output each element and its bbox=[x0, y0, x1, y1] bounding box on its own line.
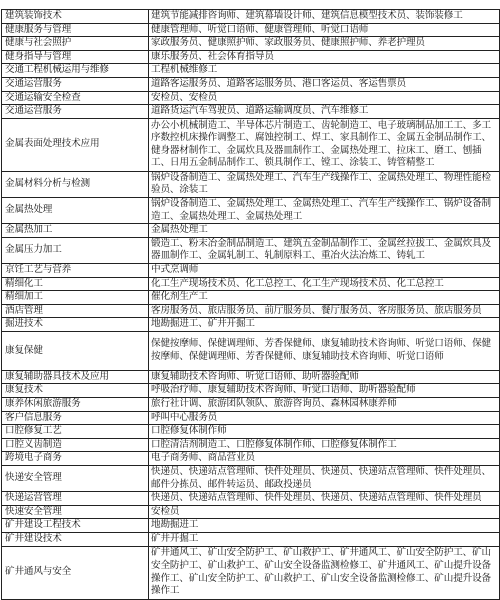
occupation-list-cell: 健康管理师、听觉口语师、健康管理师、听觉口语师 bbox=[149, 23, 500, 37]
table-row bbox=[2, 263, 500, 277]
occupation-list-cell: 中式烹调师 bbox=[149, 263, 500, 277]
occupation-list-cell: 化工生产现场技术员、化工总控工、化工生产现场技术员、化工总控工 bbox=[149, 277, 500, 291]
table-row bbox=[2, 411, 500, 425]
table-row bbox=[2, 277, 500, 291]
program-name-cell: 交通运营服务 bbox=[2, 105, 149, 119]
table-row bbox=[2, 466, 500, 492]
table-row bbox=[2, 237, 500, 263]
table-row bbox=[2, 519, 500, 533]
table-row bbox=[2, 197, 500, 223]
program-name-cell: 健康服务与管理 bbox=[2, 23, 149, 37]
occupation-list-cell: 地勘掘进工、矿井开掘工 bbox=[149, 318, 500, 332]
table-row bbox=[2, 304, 500, 318]
table-row bbox=[2, 171, 500, 197]
occupation-list-cell: 安检员 bbox=[149, 505, 500, 519]
program-name-cell: 康复保健 bbox=[2, 331, 149, 370]
table-row bbox=[2, 224, 500, 238]
occupation-list-cell: 口腔清洁剂制造工、口腔修复体制作师、口腔修复体制作工 bbox=[149, 438, 500, 452]
occupation-list-cell: 催化剂生产工 bbox=[149, 291, 500, 305]
table-row bbox=[2, 77, 500, 91]
table-row bbox=[2, 546, 500, 599]
occupation-list-cell: 道路货运汽车驾驶员、道路运输调度员、汽车维修工 bbox=[149, 105, 500, 119]
table-row bbox=[2, 533, 500, 547]
program-name-cell: 康复辅助器具技术及应用 bbox=[2, 370, 149, 384]
program-name-cell: 健康与社会照护 bbox=[2, 37, 149, 51]
program-name-cell: 交通运输安全检查 bbox=[2, 91, 149, 105]
occupation-list-cell: 建筑节能减排咨询师、建筑幕墙设计师、建筑信息模型技术员、装饰装修工 bbox=[149, 10, 500, 24]
program-name-cell: 快递安全管理 bbox=[2, 466, 149, 492]
table-row bbox=[2, 384, 500, 398]
program-name-cell: 金属材料分析与检测 bbox=[2, 171, 149, 197]
program-name-cell: 金属热加工 bbox=[2, 224, 149, 238]
occupation-list-cell: 锅炉设备制造工、金属热处理工、金属热处理工、汽车生产线操作工、锅炉设备制造工、金属热处理工、金属热处理工 bbox=[149, 197, 500, 223]
table-row bbox=[2, 37, 500, 51]
occupation-list-cell: 矿井通风工、矿山安全防护工、矿山救护工、矿井通风工、矿山安全防护工、矿山安全防护工、矿山救护工、矿山安全设备监测检修工、矿井通风工、矿山提升设备操作工、矿山安全防护工、矿山救护工、矿山安全设备监测检修工、矿山提升设备操作工 bbox=[149, 546, 500, 599]
program-name-cell: 快递运营管理 bbox=[2, 492, 149, 506]
occupation-list-cell: 康乐服务员、社会体育指导员 bbox=[149, 50, 500, 64]
table-row bbox=[2, 398, 500, 412]
program-name-cell: 酒店管理 bbox=[2, 304, 149, 318]
program-name-cell: 康复技术 bbox=[2, 384, 149, 398]
occupation-list-cell: 道路客运服务员、道路客运服务员、港口客运员、客运售票员 bbox=[149, 77, 500, 91]
program-name-cell: 精细化工 bbox=[2, 277, 149, 291]
occupation-list-cell: 呼叫中心服务员 bbox=[149, 411, 500, 425]
occupation-list-cell: 电子商务师、商品营业员 bbox=[149, 452, 500, 466]
program-name-cell: 金属压力加工 bbox=[2, 237, 149, 263]
table-row bbox=[2, 10, 500, 24]
occupation-list-cell: 旅行社计调、旅游团队领队、旅游咨询员、森林园林康养师 bbox=[149, 398, 500, 412]
table-row bbox=[2, 50, 500, 64]
program-name-cell: 快速安全管理 bbox=[2, 505, 149, 519]
occupation-list-cell: 口腔修复体制作师 bbox=[149, 425, 500, 439]
table-row bbox=[2, 425, 500, 439]
program-name-cell: 建筑装饰技术 bbox=[2, 10, 149, 24]
occupation-list-cell: 呼吸治疗师、康复辅助技术咨询师、听觉口语师、助听器验配师 bbox=[149, 384, 500, 398]
program-name-cell: 康养休闲旅游服务 bbox=[2, 398, 149, 412]
table-row bbox=[2, 505, 500, 519]
occupation-list-cell: 工程机械维修工 bbox=[149, 64, 500, 78]
occupation-list-cell: 锻造工、粉末冶金制品制造工、建筑五金制品制作工、金属丝拉拔工、金属炊具及器皿制作工、金属轧制工、轧制原料工、重冶火法冶炼工、铸轧工 bbox=[149, 237, 500, 263]
table-row bbox=[2, 492, 500, 506]
table-row bbox=[2, 23, 500, 37]
program-name-cell: 口腔义齿制造 bbox=[2, 438, 149, 452]
occupation-list-cell: 安检员、安检员 bbox=[149, 91, 500, 105]
occupation-list-cell: 锅炉设备制造工、金属热处理工、汽车生产线操作工、金属热处理工、物理性能检验员、涂装工 bbox=[149, 171, 500, 197]
table-row bbox=[2, 370, 500, 384]
occupation-table bbox=[1, 9, 500, 600]
occupation-list-cell: 地勘掘进工 bbox=[149, 519, 500, 533]
occupation-list-cell: 快递员、快递站点管理师、快件处理员、快递员、快递站点管理师、快件处理员 bbox=[149, 492, 500, 506]
occupation-list-cell: 客房服务员、旅店服务员、前厅服务员、餐厅服务员、客房服务员、旅店服务员 bbox=[149, 304, 500, 318]
program-name-cell: 矿井建设工程技术 bbox=[2, 519, 149, 533]
program-name-cell: 口腔修复工艺 bbox=[2, 425, 149, 439]
occupation-list-cell: 家政服务员、健康照护师、家政服务员、健康照护师、养老护理员 bbox=[149, 37, 500, 51]
program-name-cell: 矿井通风与安全 bbox=[2, 546, 149, 599]
program-name-cell: 金属表面处理技术应用 bbox=[2, 118, 149, 171]
program-name-cell: 交通工程机械运用与维修 bbox=[2, 64, 149, 78]
program-name-cell: 精细加工 bbox=[2, 291, 149, 305]
occupation-list-cell: 矿井开掘工 bbox=[149, 533, 500, 547]
table-row bbox=[2, 118, 500, 171]
table-row bbox=[2, 64, 500, 78]
occupation-list-cell: 保健按摩师、保健调理师、芳香保健师、康复辅助技术咨询师、听觉口语师、保健按摩师、保健调理师、芳香保健师、康复辅助技术咨询师、听觉口语师 bbox=[149, 331, 500, 370]
program-name-cell: 掘进技术 bbox=[2, 318, 149, 332]
table-row bbox=[2, 438, 500, 452]
occupation-list-cell: 康复辅助技术咨询师、听觉口语师、助听器验配师 bbox=[149, 370, 500, 384]
table-body bbox=[2, 10, 500, 600]
program-name-cell: 金属热处理 bbox=[2, 197, 149, 223]
table-row bbox=[2, 105, 500, 119]
occupation-list-cell: 办公小机械制造工、半导体芯片制造工、齿轮制造工、电子玻璃制品加工工、多工序数控机床操作调整工、腐蚀控制工、焊工、家具制作工、金属五金制品制作工、健身器材制作工、金属炊具及器皿制作工、金属热处理工、拉床工、磨工、刨插工、日用五金制品制作工、锁具制作工、镗工、涂装工、铸管精整工 bbox=[149, 118, 500, 171]
table-row bbox=[2, 331, 500, 370]
occupation-list-cell: 金属热处理工 bbox=[149, 224, 500, 238]
program-name-cell: 健身指导与管理 bbox=[2, 50, 149, 64]
occupation-list-cell: 快递员、快递站点管理师、快件处理员、快递员、快递站点管理师、快件处理员、邮件分拣员、邮件转运员、邮政投递员 bbox=[149, 466, 500, 492]
table-row bbox=[2, 452, 500, 466]
table-row bbox=[2, 291, 500, 305]
table-row bbox=[2, 318, 500, 332]
program-name-cell: 京饪工艺与营养 bbox=[2, 263, 149, 277]
program-name-cell: 客户信息服务 bbox=[2, 411, 149, 425]
program-name-cell: 矿井建设技术 bbox=[2, 533, 149, 547]
program-name-cell: 跨境电子商务 bbox=[2, 452, 149, 466]
program-name-cell: 交通运营服务 bbox=[2, 77, 149, 91]
table-row bbox=[2, 91, 500, 105]
